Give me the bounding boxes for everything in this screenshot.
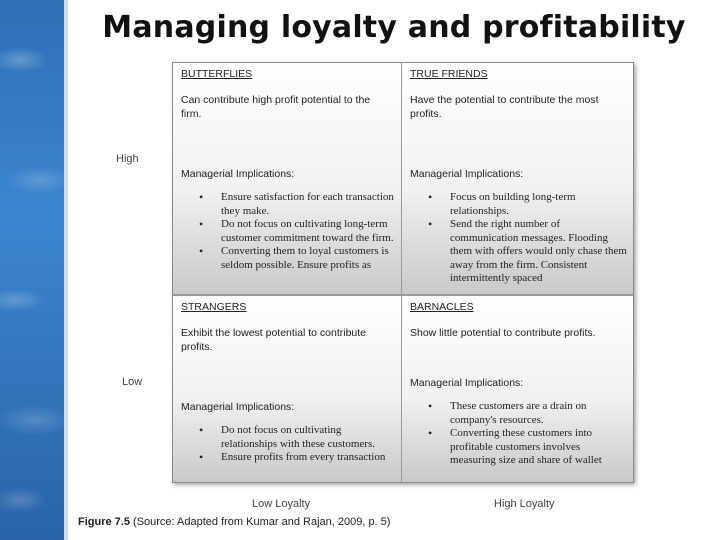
quadrant-barnacles: [402, 296, 633, 482]
implications-list: [181, 191, 395, 272]
quadrant-implications: [410, 376, 627, 468]
implication-item: • Ensure satisfaction for each transaction they make.: [199, 191, 395, 218]
quadrant-description: Can contribute high profit potential to the firm.: [181, 94, 371, 120]
implication-item: • Send the right number of communication messages. Flooding them with offers would only chase them away from the firm. Consistent intermittently spaced: [428, 218, 627, 286]
x-axis-high-label: High Loyalty: [494, 498, 555, 510]
side-band-edge: [64, 0, 68, 540]
implication-item: • Converting these customers into profitable customers involves measuring size and share of wallet: [428, 427, 627, 468]
figure-caption: [78, 516, 390, 528]
implications-list: [410, 191, 627, 286]
quadrant-implications: [181, 400, 395, 465]
implications-label: Managerial Implications:: [410, 377, 524, 389]
quadrant-strangers: [173, 296, 402, 482]
implications-list: [181, 424, 395, 465]
implication-item: • Ensure profits from every transaction: [199, 451, 395, 465]
implication-item: • Focus on building long-term relationships.: [428, 191, 627, 218]
slide-side-band: [0, 0, 64, 540]
implication-item: • Do not focus on cultivating long-term customer commitment toward the firm.: [199, 218, 395, 245]
slide-title: Managing loyalty and profitability: [102, 10, 686, 45]
y-axis-high-label: High: [116, 153, 139, 165]
implications-label: Managerial Implications:: [410, 168, 524, 180]
loyalty-profitability-matrix: [172, 62, 634, 483]
implications-label: Managerial Implications:: [181, 168, 295, 180]
implication-item: • Converting them to loyal customers is seldom possible. Ensure profits as: [199, 245, 395, 272]
quadrant-implications: [181, 167, 395, 272]
implication-item: • These customers are a drain on company's resources.: [428, 400, 627, 427]
implications-list: [410, 400, 627, 468]
figure-number: Figure 7.5: [78, 516, 130, 528]
y-axis-low-label: Low: [122, 376, 143, 388]
quadrant-implications: [410, 167, 627, 286]
quadrant-true-friends: [402, 63, 633, 296]
quadrant-title: BARNACLES: [410, 301, 474, 313]
quadrant-title: STRANGERS: [181, 301, 247, 313]
quadrant-description: Have the potential to contribute the most profits.: [410, 94, 599, 120]
figure-source: (Source: Adapted from Kumar and Rajan, 2009, p. 5): [129, 516, 391, 528]
implication-item: • Do not focus on cultivating relationships with these customers.: [199, 424, 395, 451]
quadrant-title: TRUE FRIENDS: [410, 68, 488, 80]
x-axis-low-label: Low Loyalty: [252, 498, 311, 510]
quadrant-description: Exhibit the lowest potential to contribute profits.: [181, 327, 367, 353]
quadrant-title: BUTTERFLIES: [181, 68, 253, 80]
implications-label: Managerial Implications:: [181, 401, 295, 413]
quadrant-butterflies: [173, 63, 402, 296]
quadrant-description: Show little potential to contribute profits.: [410, 327, 596, 339]
